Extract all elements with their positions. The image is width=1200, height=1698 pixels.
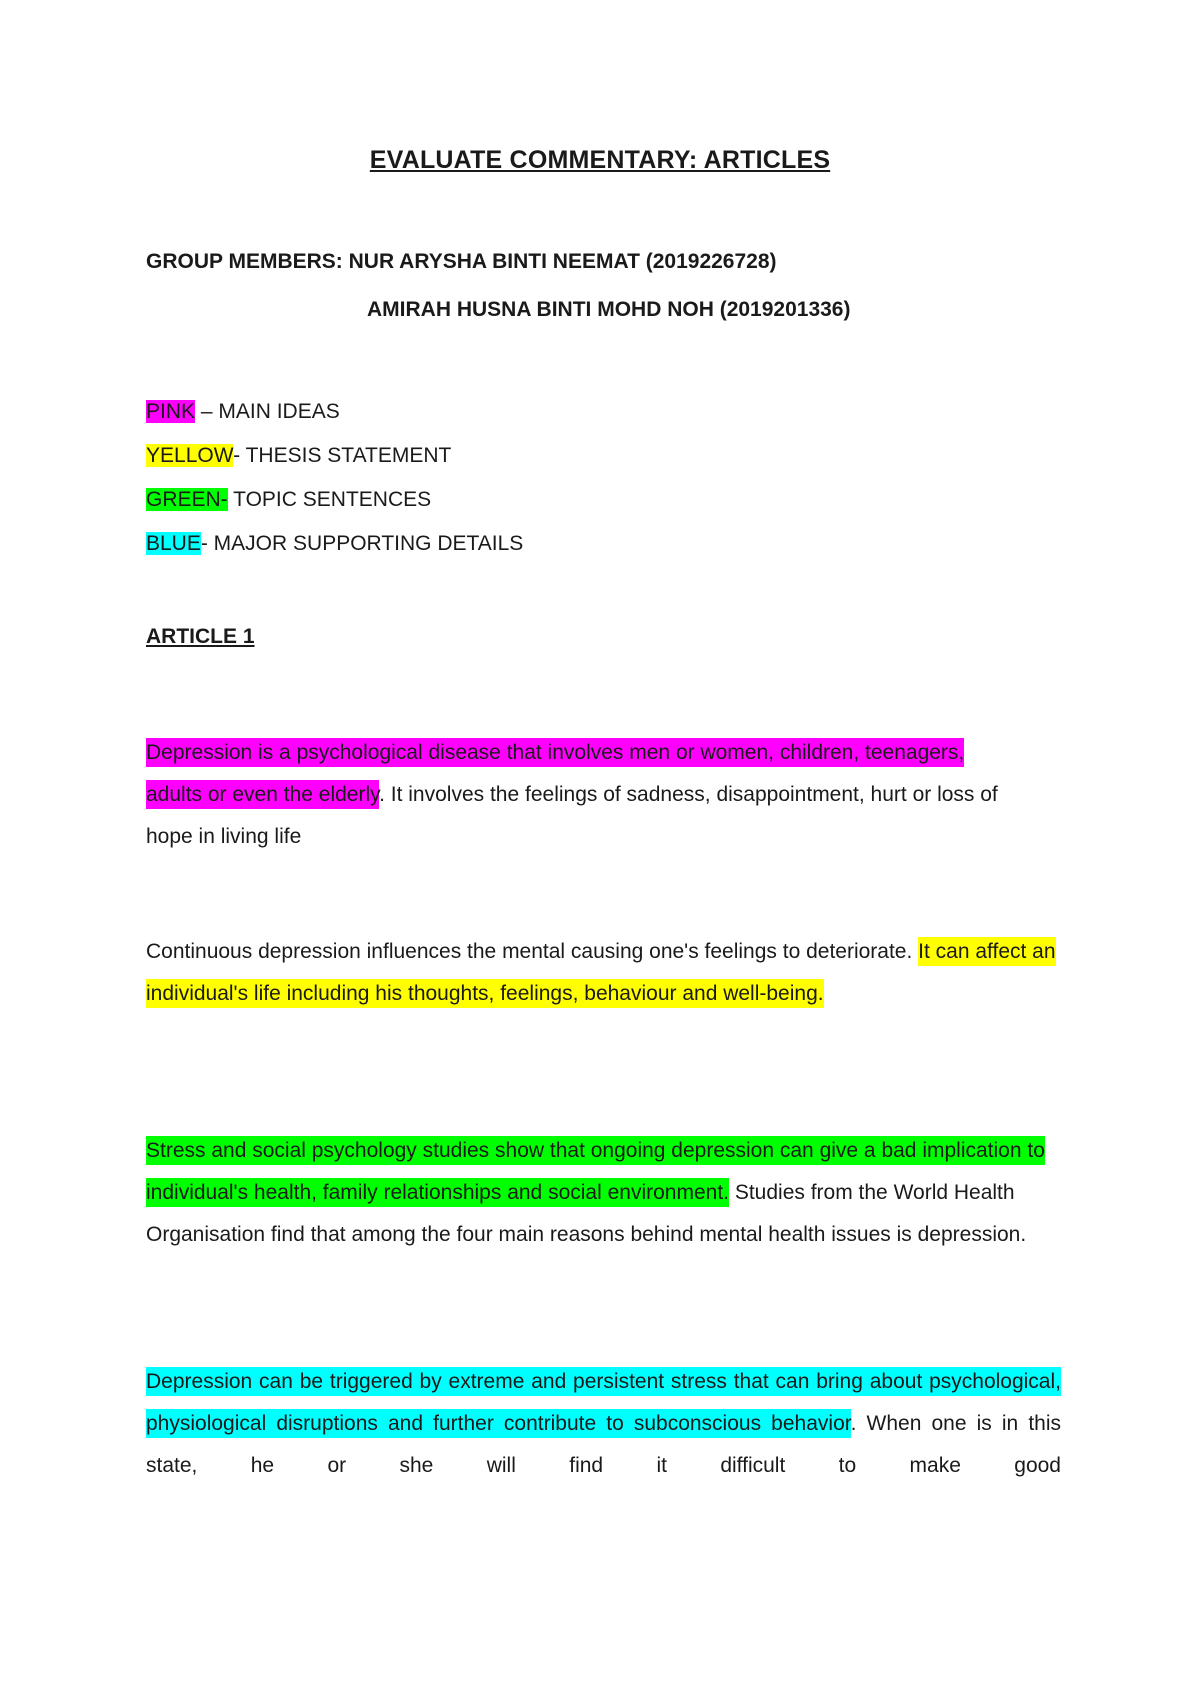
paragraph-4-supporting-detail: Depression can be triggered by extreme and persistent stress that can bring about psychological, physiological disruptions and further contribute to subconscious behavior [146,1367,1061,1438]
article-heading: ARTICLE 1 [146,625,255,648]
paragraph-1 [146,732,1026,858]
legend-pink [146,400,340,424]
paragraph-1-text: . It involves the feelings of sadness, disappointment, hurt or loss of hope in living life [146,783,998,848]
legend-text-pink: – MAIN IDEAS [195,400,340,423]
paragraph-3 [146,1130,1071,1256]
group-members-line-2: AMIRAH HUSNA BINTI MOHD NOH (2019201336) [367,298,851,321]
paragraph-3-topic-sentence: Stress and social psychology studies show that ongoing depression can give a bad implication to individual's health, family relationships and social environment. [146,1136,1045,1207]
paragraph-2 [146,931,1066,1015]
legend-text-yellow: - THESIS STATEMENT [233,444,452,467]
document-title: EVALUATE COMMENTARY: ARTICLES [369,146,831,174]
legend-key-pink: PINK [146,400,196,423]
paragraph-1-main-idea: Depression is a psychological disease that involves men or women, children, teenagers, adults or even the elderly [146,738,964,809]
legend-green [146,488,431,512]
paragraph-2-text: Continuous depression influences the mental causing one's feelings to deteriorate. [146,940,919,963]
paragraph-4 [146,1361,1061,1487]
group-members-line-1: GROUP MEMBERS: NUR ARYSHA BINTI NEEMAT (2019226728) [146,250,777,273]
paragraph-3-text: Studies from the World Health Organisation find that among the four main reasons behind mental health issues is depression. [146,1181,1027,1246]
legend-blue [146,532,523,556]
legend-text-blue: - MAJOR SUPPORTING DETAILS [200,532,524,555]
paragraph-2-thesis-statement: It can affect an individual's life including his thoughts, feelings, behaviour and well-being. [146,937,1056,1008]
legend-key-yellow: YELLOW [146,444,234,467]
legend-text-green: TOPIC SENTENCES [227,488,432,511]
legend-key-blue: BLUE [146,532,201,555]
paragraph-4-text: . When one is in this state, he or she will find it difficult to make good [146,1412,1062,1477]
legend-key-green: GREEN- [146,488,228,511]
legend-yellow [146,444,451,468]
